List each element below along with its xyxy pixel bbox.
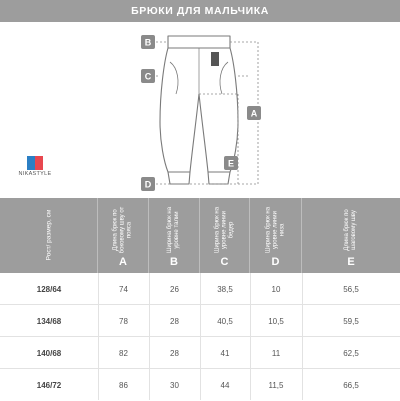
left-leg-outline bbox=[160, 48, 199, 172]
title-bar bbox=[0, 0, 400, 22]
marker-b bbox=[141, 35, 155, 49]
right-pocket bbox=[220, 62, 228, 94]
logo-mark-icon bbox=[27, 156, 43, 170]
column-header-c: Ширина брюк на уровне линии бедер C bbox=[200, 198, 250, 273]
table-row: 146/72 86 30 44 11,5 66,5 bbox=[36, 380, 359, 390]
column-divider bbox=[149, 273, 150, 400]
marker-a bbox=[247, 106, 261, 120]
brand-logo bbox=[10, 156, 60, 177]
table-row: 128/64 74 26 38,5 10 56,5 bbox=[0, 273, 400, 305]
column-header-b: Ширина брюк на уровне талии B bbox=[149, 198, 200, 273]
right-leg-outline bbox=[199, 48, 238, 172]
column-header-size: Рост/ размер, см bbox=[0, 198, 98, 273]
marker-d bbox=[141, 177, 155, 191]
brand-name: NIKASTYLE bbox=[18, 171, 52, 177]
right-cuff bbox=[208, 172, 230, 184]
brand-patch bbox=[211, 52, 219, 66]
svg-text:E: E bbox=[227, 158, 235, 169]
marker-e bbox=[224, 156, 238, 170]
column-divider bbox=[98, 273, 99, 400]
marker-c bbox=[141, 69, 155, 83]
svg-text:D: D bbox=[144, 179, 152, 190]
left-cuff bbox=[168, 172, 190, 184]
svg-text:B: B bbox=[144, 37, 152, 48]
svg-text:C: C bbox=[144, 71, 152, 82]
column-divider bbox=[302, 273, 303, 400]
size-table bbox=[0, 198, 400, 400]
table-header bbox=[0, 198, 400, 273]
table-row: 134/68 78 28 40,5 10,5 59,5 bbox=[0, 305, 400, 337]
left-pocket bbox=[170, 62, 178, 94]
column-header-d: Ширина брюк на уровне линии низа D bbox=[250, 198, 302, 273]
pants-measurement-diagram bbox=[0, 22, 400, 198]
column-header-a: Длина брюк по боковому шву от пояса A bbox=[98, 198, 149, 273]
column-divider bbox=[250, 273, 251, 400]
table-row: 140/68 82 28 41 11 62,5 bbox=[0, 337, 400, 369]
page-title: БРЮКИ ДЛЯ МАЛЬЧИКА bbox=[131, 5, 269, 17]
column-divider bbox=[200, 273, 201, 400]
column-header-e: Длина брюк по шаговому шву E bbox=[344, 209, 357, 268]
svg-text:A: A bbox=[250, 108, 258, 119]
waistband bbox=[168, 36, 230, 48]
